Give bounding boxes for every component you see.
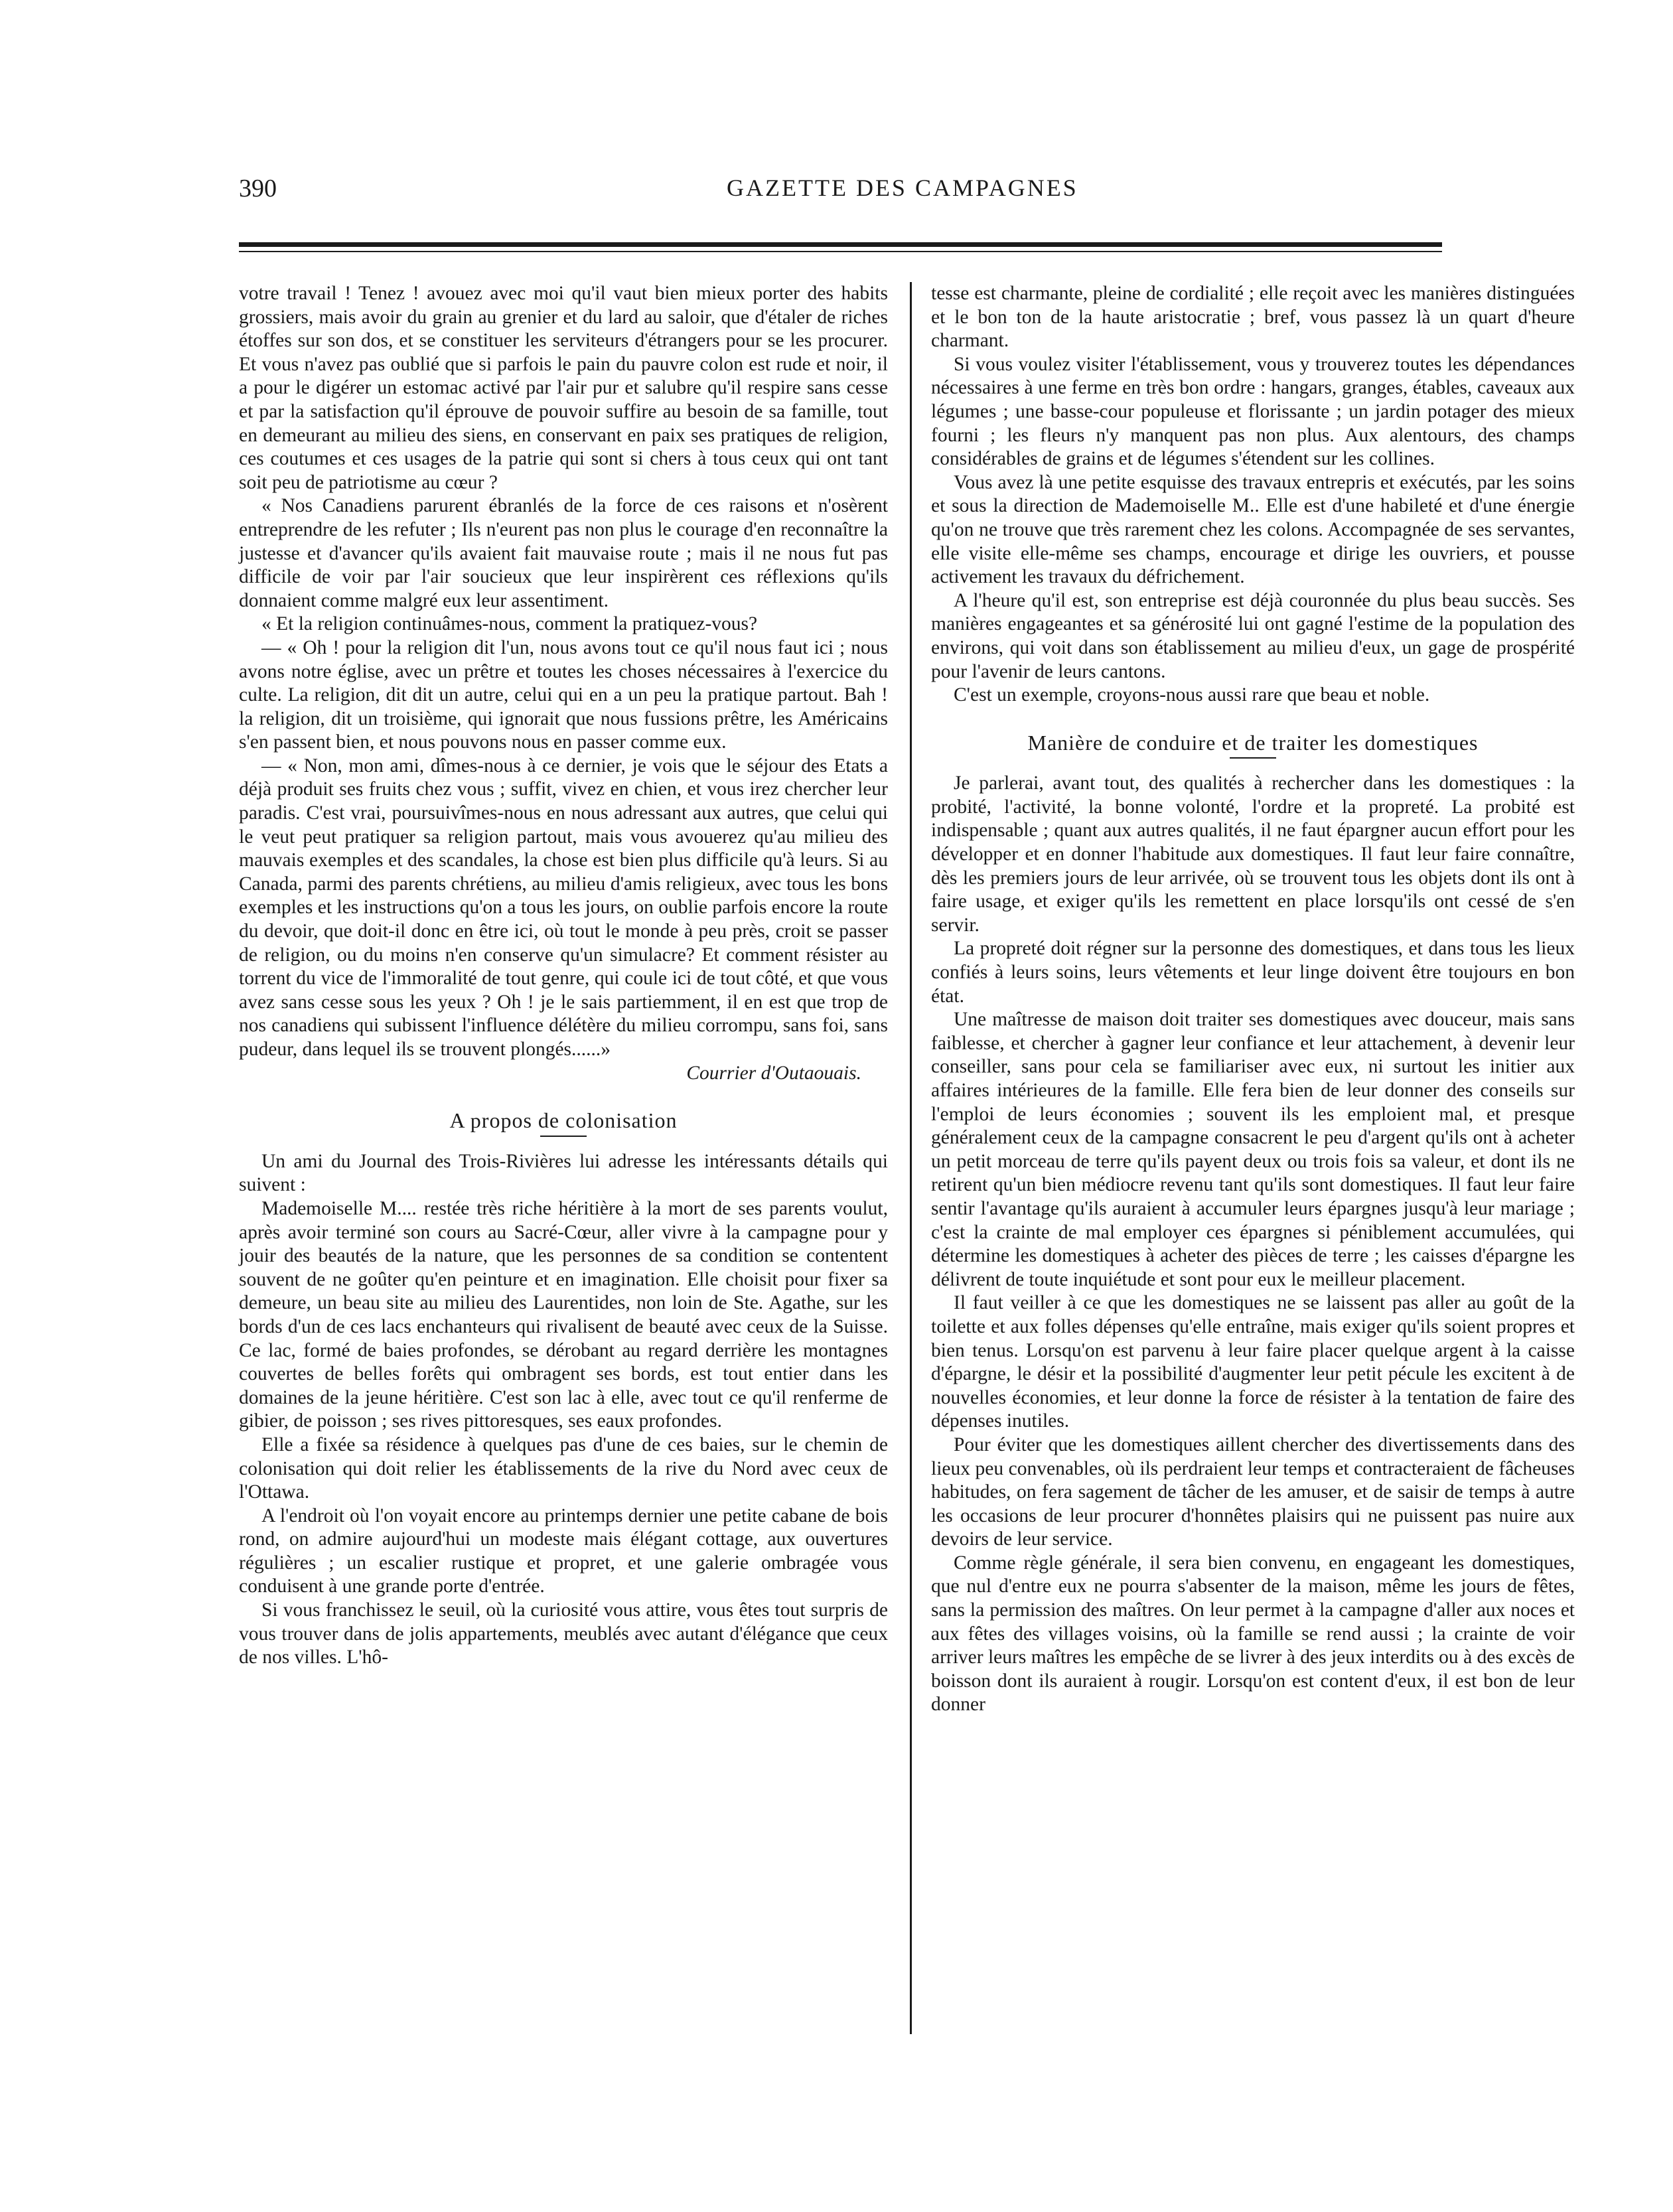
paragraph: Si vous voulez visiter l'établissement, vous y trouverez toutes les dépendances nécessaires à une ferme en très bon ordre : hangars, granges, étables, caveaux aux légumes ; une basse-cour populeuse et florissante ; un jardin potager des mieux fourni ; les fleurs n'y manquent pas non plus. Aux alentours, des champs considérables de grains et de légumes s'étendent sur les collines. — [931, 353, 1575, 470]
right-column — [931, 282, 1575, 1717]
paragraph: Elle a fixée sa résidence à quelques pas d'une de ces baies, sur le chemin de colonisation qui doit relier les établissements de la rive du Nord avec ceux de l'Ottawa. — [239, 1434, 888, 1503]
section-rule — [1230, 757, 1276, 759]
paragraph: Vous avez là une petite esquisse des travaux entrepris et exécutés, par les soins et sous la direction de Mademoiselle M.. Elle est d'une habileté et d'une énergie qu'on ne trouve que très rarement chez les colons. Accompagnée de ses servantes, elle visite elle-même ses champs, encourage et dirige les ouvriers, et pousse activement les travaux du défrichement. — [931, 471, 1575, 588]
paragraph: A l'heure qu'il est, son entreprise est déjà couronnée du plus beau succès. Ses manières engageantes et sa générosité lui ont gagné l'estime de la population des environs, qui voit dans son établissement au milieu d'eux, un gage de prospérité pour l'avenir de leurs cantons. — [931, 589, 1575, 682]
paragraph: Une maîtresse de maison doit traiter ses domestiques avec douceur, mais sans faiblesse, et chercher à gagner leur confiance et leur attachement, à devenir leur conseiller, sans pour cela se familiariser avec eux, ni surtout les initier aux affaires intérieures de la famille. Elle fera bien de leur donner des conseils sur l'emploi de leurs économies ; souvent ils les emploient mal, et presque généralement ceux de la campagne consacrent le peu d'argent qu'ils ont à acheter un petit morceau de terre qu'ils payent deux ou trois fois sa valeur, et dont ils ne retirent qu'un bien médiocre revenu tant qu'ils sont domestiques. Il faut leur faire sentir l'avantage qu'ils auraient à accumuler leurs épargnes jusqu'à leur mariage ; c'est la crainte de mal employer ces épargnes si péniblement accumulées, qui détermine les domestiques à acheter des pièces de terre ; les caisses d'épargne les délivrent de toute inquiétude et sont pour eux le meilleur placement. — [931, 1009, 1575, 1290]
paragraph: Pour éviter que les domestiques aillent chercher des divertissements dans des lieux peu convenables, où ils perdraient leur temps et contracteraient de fâcheuses habitudes, on fera sagement de tâcher de les amuser, et de saisir de temps à autre les occasions de leur procurer d'honnêtes plaisirs qui ne puissent pas nuire aux devoirs de leur service. — [931, 1434, 1575, 1550]
paragraph: tesse est charmante, pleine de cordialité ; elle reçoit avec les manières distinguées et le bon ton de la haute aristocratie ; bref, vous passez là un quart d'heure charmant. — [931, 283, 1575, 352]
paragraph: A l'endroit où l'on voyait encore au printemps dernier une petite cabane de bois rond, on admire aujourd'hui un modeste mais élégant cottage, aux ouvertures régulières ; un escalier rustique et propret, et une galerie ombragée vous conduisent à une grande porte d'entrée. — [239, 1505, 888, 1597]
paragraph: C'est un exemple, croyons-nous aussi rare que beau et noble. — [954, 684, 1430, 706]
paragraph: « Et la religion continuâmes-nous, comment la pratiquez-vous? — [261, 613, 758, 635]
left-column — [239, 282, 888, 1670]
paragraph: — « Non, mon ami, dîmes-nous à ce dernier, je vois que le séjour des Etats a déjà produit ses fruits chez vous ; suffit, vivez en chien, et vous irez chercher leur paradis. C'est vrai, poursuivîmes-nous en nous adressant aux autres, que celui qui le veut peut pratiquer sa religion partout, mais vous avouerez qu'au milieu des mauvais exemples et des scandales, la chose est bien plus difficile qu'à leurs. Si au Canada, parmi des parents chrétiens, au milieu d'amis religieux, avec tous les bons exemples et les instructions qu'on a tous les jours, on oublie parfois encore la route du devoir, que doit-il donc en être ici, où tout le monde à peu près, croit se passer de religion, ou du moins n'en conserve qu'un simulacre? Et comment résister au torrent du vice de l'immoralité de tout genre, qui coule ici de tout côté, et que vous avez sans cesse sous les yeux ? Oh ! je le sais partiemment, il en est que trop de nos canadiens qui subissent l'influence délétère du milieu corrompu, sans foi, sans pudeur, dans lequel ils se trouvent plongés......» — [239, 755, 888, 1060]
paragraph: Un ami du Journal des Trois-Rivières lui adresse les intéressants détails qui suivent : — [239, 1150, 888, 1196]
header-rule-thin — [239, 251, 1442, 252]
section-rule — [540, 1136, 587, 1137]
header-rule-thick — [239, 242, 1442, 247]
section-title-domestiques: Manière de conduire et de traiter les domestiques — [1027, 730, 1479, 755]
paragraph: Je parlerai, avant tout, des qualités à rechercher dans les domestiques : la probité, l'activité, la bonne volonté, l'ordre et la propreté. La probité est indispensable ; quant aux autres qualités, il ne faut épargner aucun effort pour les développer et en donner l'habitude aux domestiques. Il faut leur faire connaître, dès les premiers jours de leur arrivée, où se trouvent tous les objets dont ils ont à faire usage, et exiger qu'ils les remettent en place lorsqu'ils ont cessé de s'en servir. — [931, 773, 1575, 936]
paragraph: Mademoiselle M.... restée très riche héritière à la mort de ses parents voulut, après avoir terminé son cours au Sacré-Cœur, aller vivre à la campagne pour y jouir des beautés de la nature, que les personnes de sa condition se contentent souvent de ne goûter qu'en peinture et en imagination. Elle choisit pour fixer sa demeure, un beau site au milieu des Laurentides, non loin de Ste. Agathe, sur les bords d'un de ces lacs enchanteurs qui rivalisent de beauté avec ceux de la Suisse. Ce lac, formé de baies profondes, se dérobant au regard derrière les montagnes couvertes de belles forêts qui ombragent ses bords, est tout entier dans les domaines de la jeune héritière. C'est son lac à elle, avec tout ce qu'il renferme de gibier, de poisson ; ses rives pittoresques, ses eaux profondes. — [239, 1197, 888, 1432]
source-signature: Courrier d'Outaouais. — [686, 1062, 861, 1084]
paragraph: Il faut veiller à ce que les domestiques ne se laissent pas aller au goût de la toilette et aux folles dépenses qu'elle entraîne, mais exiger qu'ils soient propres et bien tenus. Lorsqu'on est parvenu à leur faire placer quelque argent à la caisse d'épargne, le désir et la possibilité d'augmenter leur petit pécule les excitent à de nouvelles économies, et leur donne la force de résister à la tentation de faire des dépenses inutiles. — [931, 1292, 1575, 1432]
paragraph: Comme règle générale, il sera bien convenu, en engageant les domestiques, que nul d'entre eux ne pourra s'absenter de la maison, même les jours de fêtes, sans la permission des maîtres. On leur permet à la campagne d'aller aux noces et aux fêtes des villages voisins, où la famille se rend aussi ; la crainte de voir arriver leurs maîtres les empêche de se livrer à des jeux interdits ou à des excès de boisson dont ils auraient à rougir. Lorsqu'on est content d'eux, il est bon de leur donner — [931, 1552, 1575, 1716]
paragraph: Si vous franchissez le seuil, où la curiosité vous attire, vous êtes tout surpris de vous trouver dans de jolis appartements, meublés avec autant d'élégance que ceux de nos villes. L'hô- — [239, 1599, 888, 1668]
section-title-colonisation: A propos de colonisation — [449, 1108, 678, 1133]
paragraph: La propreté doit régner sur la personne des domestiques, et dans tous les lieux confiés à leurs soins, leurs vêtements et leur linge doivent être toujours en bon état. — [931, 938, 1575, 1007]
paragraph: — « Oh ! pour la religion dit l'un, nous avons tout ce qu'il nous faut ici ; nous avons notre église, avec un prêtre et toutes les choses nécessaires à l'exercice du culte. La religion, dit dit un autre, celui qui en a un peu la pratique partout. Bah ! la religion, dit un troisième, qui ignorait que nous fussions prêtre, les Américains s'en passent bien, et nous pouvons nous en passer comme eux. — [239, 636, 888, 753]
paragraph: « Nos Canadiens parurent ébranlés de la force de ces raisons et n'osèrent entreprendre de les refuter ; Ils n'eurent pas non plus le courage d'en reconnaître la justesse et d'avancer qu'ils avaient fait mauvaise route ; mais il ne nous fut pas difficile de voir par l'air soucieux que leur inspirèrent ces réflexions qu'ils donnaient comme malgré eux leur assentiment. — [239, 495, 888, 611]
column-divider — [910, 282, 912, 2034]
page-number: 390 — [239, 175, 277, 202]
running-head-title: GAZETTE DES CAMPAGNES — [727, 175, 1078, 201]
paragraph: votre travail ! Tenez ! avouez avec moi qu'il vaut bien mieux porter des habits grossiers, mais avoir du grain au grenier et du lard au saloir, que d'étaler de riches étoffes sur son dos, et se constituer les serviteurs d'étrangers pour se les procurer. Et vous n'avez pas oublié que si parfois le pain du pauvre colon est rude et noir, il a pour le digérer un estomac activé par l'air pur et salubre qu'il respire sans cesse et par la satisfaction qu'il éprouve de pouvoir suffire au besoin de sa famille, tout en demeurant au milieu des siens, en conservant en paix ses pratiques de religion, ces coutumes et ces usages de la patrie qui sont si chers à tous ceux qui ont tant soit peu de patriotisme au cœur ? — [239, 283, 888, 493]
